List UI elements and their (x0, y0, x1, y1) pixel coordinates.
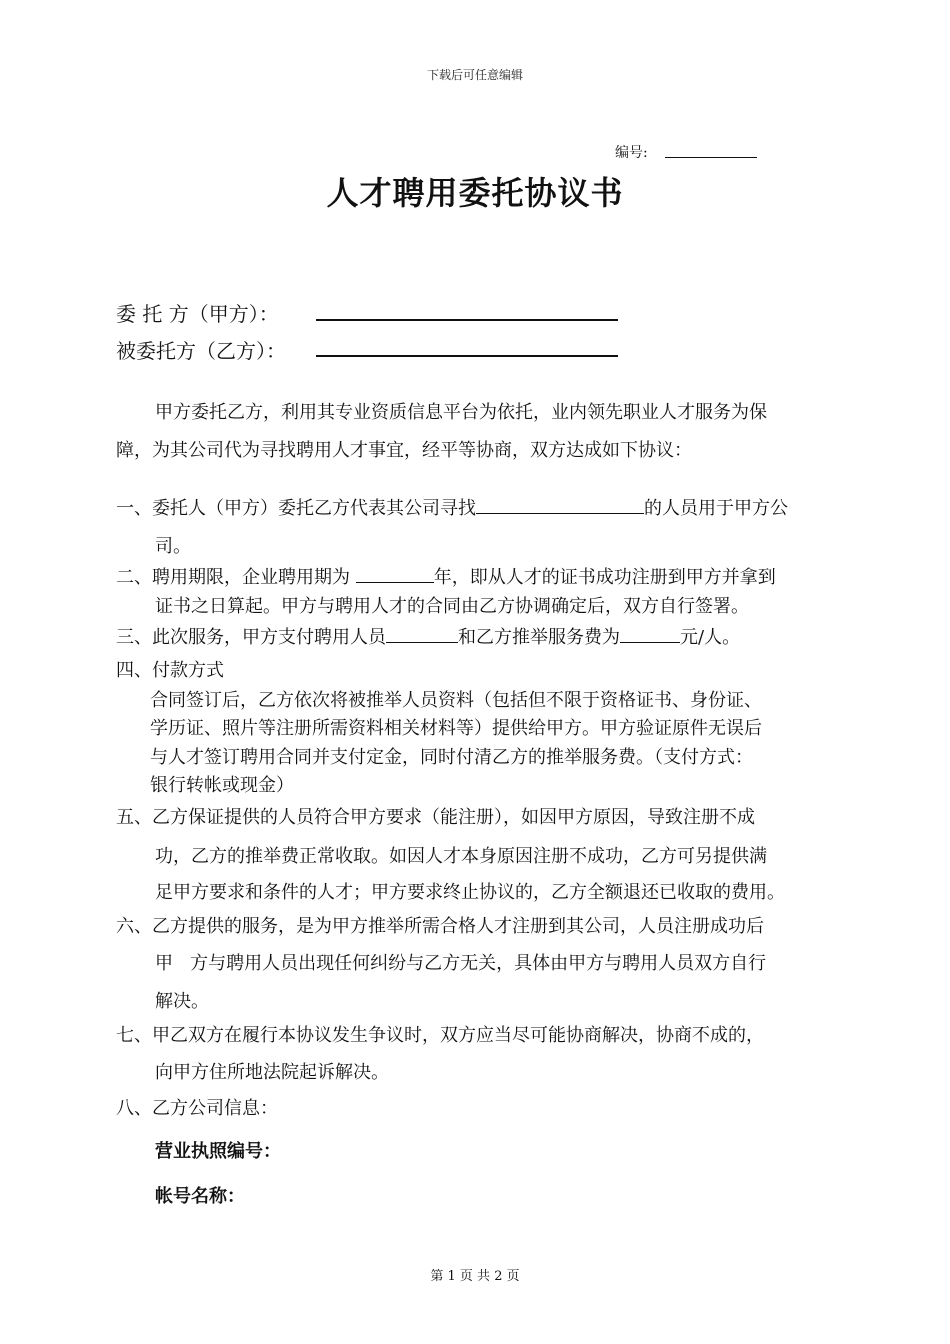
clause-1-line-2: 司。 (155, 536, 191, 557)
intro-line-1: 甲方委托乙方，利用其专业资质信息平台为依托，业内领先职业人才服务为保 (155, 402, 767, 423)
clause-4-line-2: 学历证、照片等注册所需资料相关材料等）提供给甲方。甲方验证原件无误后 (150, 718, 762, 739)
clause-2-line-2: 证书之日算起。甲方与聘用人才的合同由乙方协调确定后，双方自行签署。 (155, 596, 749, 617)
clause-4-heading: 四、付款方式 (116, 660, 224, 681)
clause-2-blank (356, 581, 434, 583)
party-b-blank (316, 355, 618, 357)
page-footer: 第 1 页 共 2 页 (430, 1269, 520, 1284)
clause-2-text-a: 二、聘用期限，企业聘用期为 (116, 567, 356, 588)
clause-6-line-1: 六、乙方提供的服务，是为甲方推举所需合格人才注册到其公司，人员注册成功后 (116, 916, 764, 937)
document-title: 人才聘用委托协议书 (326, 174, 624, 212)
account-name-label: 帐号名称： (155, 1186, 245, 1207)
clause-6-line-2: 甲 方与聘用人员出现任何纠纷与乙方无关，具体由甲方与聘用人员双方自行 (155, 953, 767, 974)
clause-3-blank-1 (386, 641, 458, 643)
header-note: 下载后可任意编辑 (426, 68, 523, 82)
clause-3-text-a: 三、此次服务，甲方支付聘用人员 (116, 627, 386, 648)
clause-7-line-1: 七、甲乙双方在履行本协议发生争议时，双方应当尽可能协商解决，协商不成的， (116, 1025, 764, 1046)
clause-5-line-2: 功，乙方的推举费正常收取。如因人才本身原因注册不成功，乙方可另提供满 (155, 846, 767, 867)
clause-1-blank (476, 512, 644, 514)
clause-7-line-2: 向甲方住所地法院起诉解决。 (155, 1062, 389, 1083)
document-number-blank (665, 157, 757, 158)
clause-5-line-3: 足甲方要求和条件的人才；甲方要求终止协议的，乙方全额退还已收取的费用。 (155, 882, 785, 903)
intro-line-2: 障，为其公司代为寻找聘用人才事宜，经平等协商，双方达成如下协议： (116, 440, 692, 461)
clause-3-line-1 (116, 623, 740, 649)
clause-2-line-1 (116, 563, 776, 589)
clause-3-text-b: 和乙方推举服务费为 (458, 627, 620, 648)
clause-6-line-3: 解决。 (155, 991, 209, 1012)
clause-4-line-1: 合同签订后，乙方依次将被推举人员资料（包括但不限于资格证书、身份证、 (150, 690, 762, 711)
clause-1-text-a: 一、委托人（甲方）委托乙方代表其公司寻找 (116, 498, 476, 519)
clause-4-line-3: 与人才签订聘用合同并支付定金，同时付清乙方的推举服务费。（支付方式： (150, 747, 753, 768)
party-b-label: 被委托方（乙方）： (116, 339, 286, 363)
clause-2-text-b: 年，即从人才的证书成功注册到甲方并拿到 (433, 567, 776, 588)
clause-1-line-1 (116, 494, 788, 520)
document-number-label: 编号: (615, 145, 648, 161)
clause-5-line-1: 五、乙方保证提供的人员符合甲方要求（能注册），如因甲方原因，导致注册不成 (116, 807, 755, 828)
clause-3-text-c: 元/人。 (680, 627, 741, 648)
party-a-blank (316, 319, 618, 321)
party-a-label: 委 托 方（甲方）： (116, 302, 279, 326)
clause-8-heading: 八、乙方公司信息： (116, 1098, 278, 1119)
business-license-label: 营业执照编号： (155, 1141, 281, 1162)
clause-1-text-b: 的人员用于甲方公 (644, 498, 788, 519)
clause-3-blank-2 (620, 641, 680, 643)
clause-4-line-4: 银行转帐或现金） (150, 775, 294, 796)
